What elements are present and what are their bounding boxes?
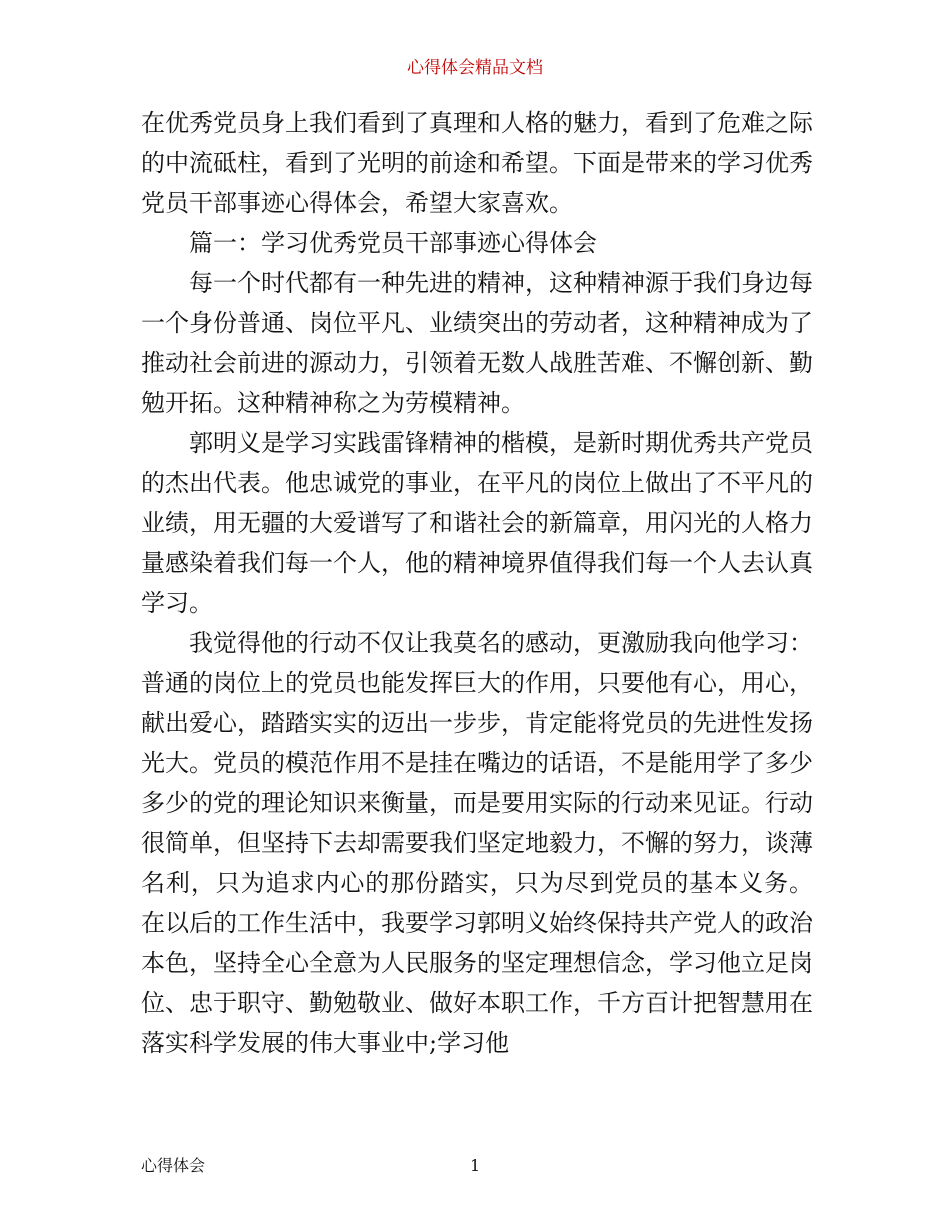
paragraph: 我觉得他的行动不仅让我莫名的感动，更激励我向他学习：普通的岗位上的党员也能发挥巨大的作用，只要他有心，用心，献出爱心，踏踏实实的迈出一步步，肯定能将党员的先进性发扬光大。党员的模范作用不是挂在嘴边的话语，不是能用学了多少多少的党的理论知识来衡量，而是要用实际的行动来见证。行动很简单，但坚持下去却需要我们坚定地毅力，不懈的努力，谈薄名利，只为追求内心的那份踏实，只为尽到党员的基本义务。 在以后的工作生活中，我要学习郭明义始终保持共产党人的政治本色，坚持全心全意为人民服务的坚定理想信念，学习他立足岗位、忠于职守、勤勉敬业、做好本职工作，千方百计把智慧用在落实科学发展的伟大事业中;学习他: [141, 629, 813, 1057]
paragraph-intro: 在优秀党员身上我们看到了真理和人格的魅力，看到了危难之际的中流砥柱，看到了光明的前途和希望。下面是带来的学习优秀党员干部事迹心得体会，希望大家喜欢。: [141, 109, 813, 217]
page-number: 1: [470, 1156, 481, 1175]
footer-label: 心得体会: [141, 1156, 206, 1175]
document-header: 心得体会精品文档: [407, 58, 543, 78]
paragraph: 郭明义是学习实践雷锋精神的楷模，是新时期优秀共产党员的杰出代表。他忠诚党的事业，在平凡的岗位上做出了不平凡的业绩，用无疆的大爱谱写了和谐社会的新篇章，用闪光的人格力量感染着我们每一个人，他的精神境界值得我们每一个人去认真学习。: [141, 429, 813, 617]
document-body: [141, 103, 813, 1063]
paragraph: 每一个时代都有一种先进的精神，这种精神源于我们身边每一个身份普通、岗位平凡、业绩突出的劳动者，这种精神成为了推动社会前进的源动力，引领着无数人战胜苦难、不懈创新、勤勉开拓。这种精神称之为劳模精神。: [141, 269, 813, 417]
section-heading: 篇一：学习优秀党员干部事迹心得体会: [189, 229, 597, 257]
